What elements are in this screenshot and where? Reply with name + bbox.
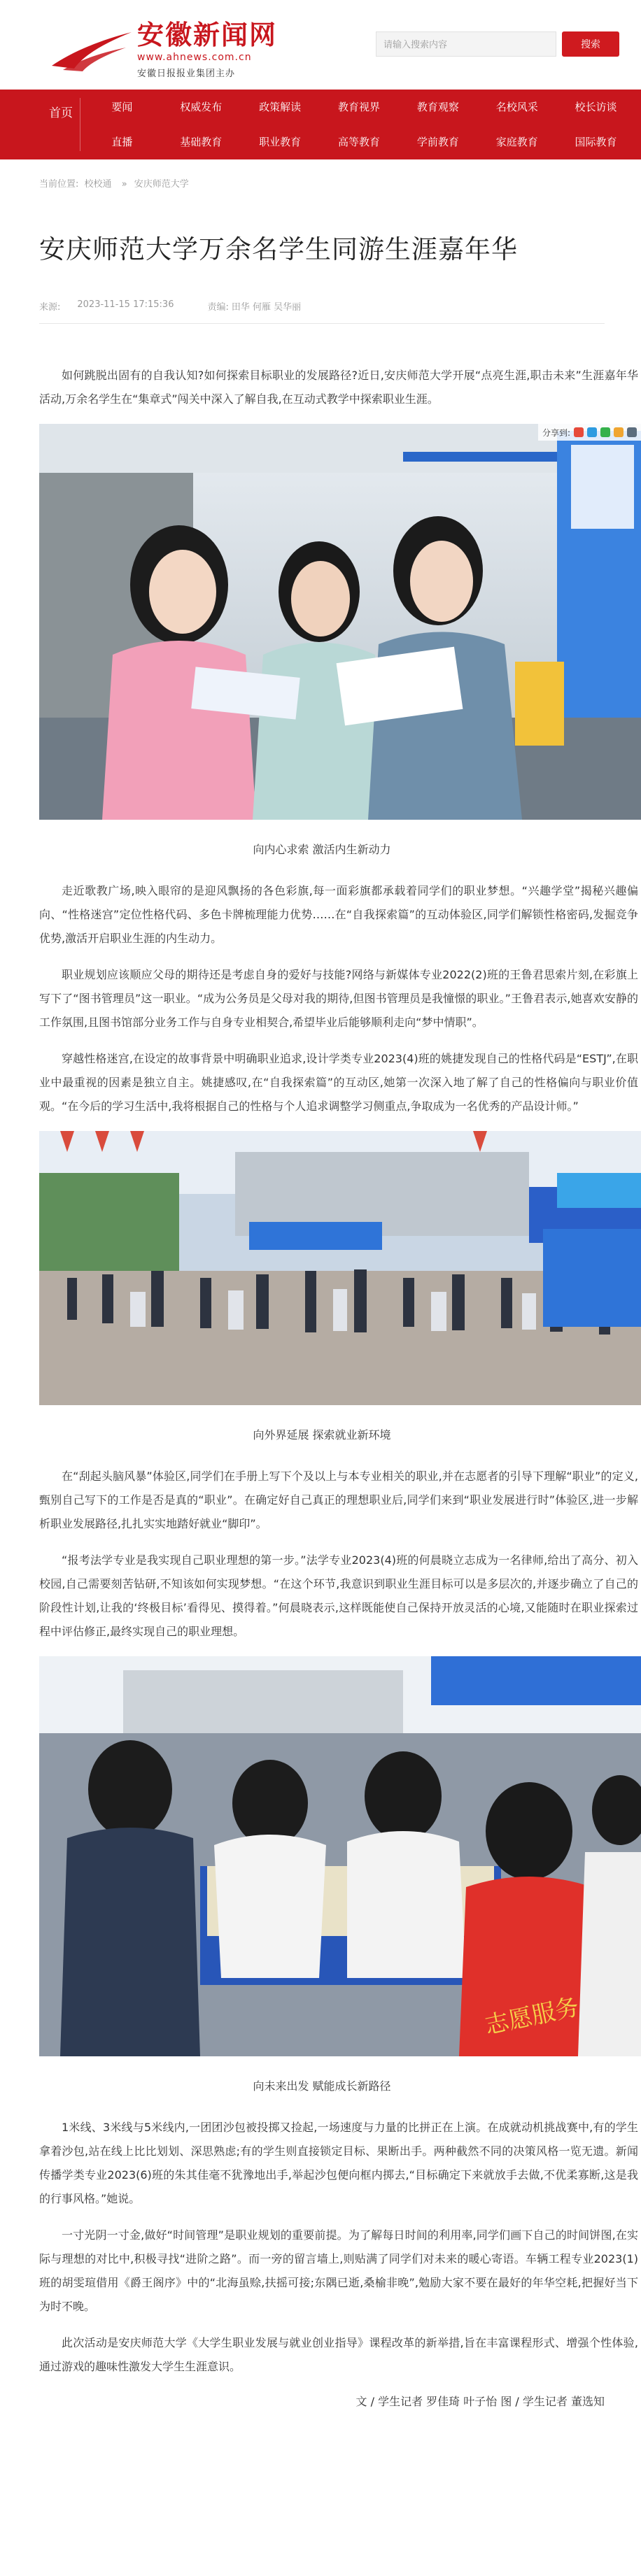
breadcrumb-prefix: 当前位置: <box>39 179 79 190</box>
nav-item[interactable]: 校长访谈 <box>575 101 617 113</box>
byline-row <box>39 2393 641 2421</box>
wechat-share-icon[interactable] <box>600 427 610 437</box>
logo-site-name: 安徽新闻网 <box>137 19 278 50</box>
nav-item[interactable]: 名校风采 <box>495 101 538 113</box>
article-photo <box>39 1656 641 2056</box>
nav-item[interactable]: 政策解读 <box>259 101 302 113</box>
article-title: 安庆师范大学万余名学生同游生涯嘉年华 <box>39 234 518 264</box>
meta-divider <box>39 323 605 324</box>
source-label: 来源: <box>39 302 61 313</box>
article-paragraph: 如何跳脱出固有的自我认知?如何探索目标职业的发展路径?近日,安庆师范大学开展“点亮生涯,职击未来”生涯嘉年华活动,万余名学生在“集章式”闯关中深入了解自我,在互动式教学中探索职业生涯。 <box>39 369 638 406</box>
article-photo <box>39 1131 641 1405</box>
breadcrumb <box>0 159 641 201</box>
share-bar <box>538 424 641 441</box>
nav-item[interactable]: 家庭教育 <box>495 136 538 148</box>
nav-item[interactable]: 基础教育 <box>180 136 223 148</box>
site-logo[interactable] <box>49 20 277 79</box>
svg-text:志愿服务: 志愿服务 <box>482 1993 582 2040</box>
search-input[interactable] <box>376 31 556 57</box>
article-paragraph: “报考法学专业是我实现自己职业理想的第一步。”法学专业2023(4)班的何晨晓立志成为一名律师,给出了高分、初入校园,自己需要刻苦钻研,不知该如何实现梦想。“在这个环节,我意识到职业生涯目标可以是多层次的,并逐步确立了自己的阶段性计划,让我的‘终极目标’看得见、摸得着。”何晨晓表示,这样既能使自己保持开放灵活的心境,又能随时在职业探索过程中评估修正,最终实现自己的职业理想。 <box>39 1553 638 1638</box>
publish-time: 2023-11-15 17:15:36 <box>77 299 174 310</box>
editor-label: 责编: <box>207 302 229 313</box>
nav-item[interactable]: 要闻 <box>111 101 133 113</box>
share-label: 分享到: <box>542 427 570 438</box>
logo-swoosh-icon <box>49 25 133 74</box>
nav-item[interactable]: 教育视界 <box>337 101 380 113</box>
nav-item[interactable]: 职业教育 <box>259 136 302 148</box>
article-meta <box>39 299 301 313</box>
article-body <box>39 364 641 2421</box>
main-nav <box>0 90 641 159</box>
nav-home[interactable]: 首页 <box>49 106 73 120</box>
article-paragraph: 此次活动是安庆师范大学《大学生职业发展与就业创业指导》课程改革的新举措,旨在丰富课程形式、增强个性体验,通过游戏的趣味性激发大学生生涯意识。 <box>39 2336 638 2373</box>
nav-item[interactable]: 学前教育 <box>416 136 459 148</box>
article-photo <box>39 424 641 820</box>
search-button[interactable]: 搜索 <box>562 31 619 57</box>
qzone-share-icon[interactable] <box>614 427 624 437</box>
article-paragraph: 走近歌教广场,映入眼帘的是迎风飘扬的各色彩旗,每一面彩旗都承载着同学们的职业梦想。“兴趣学堂”揭秘兴趣偏向、“性格迷宫”定位性格代码、多色卡牌梳理能力优势……在“自我探索篇”的互动体验区,同学们解锁性格密码,发掘竞争优势,激活开启职业生涯的内生动力。 <box>39 884 638 945</box>
article-paragraph: 穿越性格迷宫,在设定的故事背景中明确职业追求,设计学类专业2023(4)班的姚捷发现自己的性格代码是“ESTJ”,在职业中最重视的因素是独立自主。姚捷感叹,在“自我探索篇”的互动区,她第一次深入地了解了自己的性格偏向与职业价值观。“在今后的学习生活中,我将根据自己的性格与个人追求调整学习侧重点,争取成为一名优秀的产品设计师。” <box>39 1052 638 1113</box>
site-header <box>0 0 641 90</box>
article-paragraph: 一寸光阴一寸金,做好“时间管理”是职业规划的重要前提。为了解每日时间的利用率,同学们画下自己的时间饼图,在实际与理想的对比中,积极寻找“进阶之路”。而一旁的留言墙上,则贴满了同学们对未来的暖心寄语。车辆工程专业2023(1)班的胡雯瑄借用《爵王阁序》中的“北海虽赊,扶摇可接;东隅已逝,桑榆非晚”,勉励大家不要在最好的年华空耗,把握好当下为时不晚。 <box>39 2228 638 2313</box>
nav-item[interactable]: 教育观察 <box>416 101 459 113</box>
nav-item[interactable]: 权威发布 <box>180 101 223 113</box>
logo-subtitle: 安徽日报报业集团主办 <box>137 69 236 79</box>
article-paragraph: 职业规划应该顺应父母的期待还是考虑自身的爱好与技能?网络与新媒体专业2022(2)班的王鲁君思索片刻,在彩旗上写下了“图书管理员”这一职业。“成为公务员是父母对我的期待,但图书管理员是我憧憬的职业。”王鲁君表示,她喜欢安静的工作氛围,且图书馆部分业务工作与自身专业相契合,希望毕业后能够顺利走向“梦中情职”。 <box>39 968 638 1029</box>
breadcrumb-separator: » <box>121 179 127 190</box>
photo-caption: 向外界延展 探索就业新环境 <box>253 1428 391 1442</box>
qq-share-icon[interactable] <box>587 427 597 437</box>
article-paragraph: 1米线、3米线与5米线内,一团团沙包被投掷又捡起,一场速度与力量的比拼正在上演。在成就动机挑战赛中,有的学生拿着沙包,站在线上比比划划、深思熟虑;有的学生则直接锁定目标、果断出手。两种截然不同的决策风格一览无遗。新闻传播学类专业2023(6)班的朱其佳毫不犹豫地出手,举起沙包便向框内掷去,“目标确定下来就放手去做,不优柔寡断,这是我的行事风格。”她说。 <box>39 2121 638 2205</box>
more-share-icon[interactable] <box>627 427 637 437</box>
logo-url: www.ahnews.com.cn <box>137 52 252 63</box>
breadcrumb-item[interactable]: 校校通 <box>84 179 112 190</box>
search-bar <box>376 31 619 57</box>
article-paragraph: 在“刮起头脑风暴”体验区,同学们在手册上写下个及以上与本专业相关的职业,并在志愿者的引导下理解“职业”的定义,甄别自己写下的工作是否是真的“职业”。在确定好自己真正的理想职业后,同学们来到“职业发展进行时”体验区,进一步解析职业发展路径,扎扎实实地踏好就业“脚印”。 <box>39 1470 638 1530</box>
nav-item[interactable]: 国际教育 <box>575 136 617 148</box>
nav-item[interactable]: 直播 <box>111 136 133 148</box>
breadcrumb-item[interactable]: 安庆师范大学 <box>134 179 189 190</box>
nav-grid <box>83 90 635 159</box>
photo-caption: 向内心求索 激活内生新动力 <box>253 843 391 856</box>
editors: 田华 何雁 吴华丽 <box>231 302 302 313</box>
weibo-share-icon[interactable] <box>574 427 584 437</box>
article-byline: 文 / 学生记者 罗佳琦 叶子怡 图 / 学生记者 董选知 <box>355 2395 605 2408</box>
photo-caption: 向未来出发 赋能成长新路径 <box>253 2079 391 2093</box>
nav-item[interactable]: 高等教育 <box>337 136 380 148</box>
